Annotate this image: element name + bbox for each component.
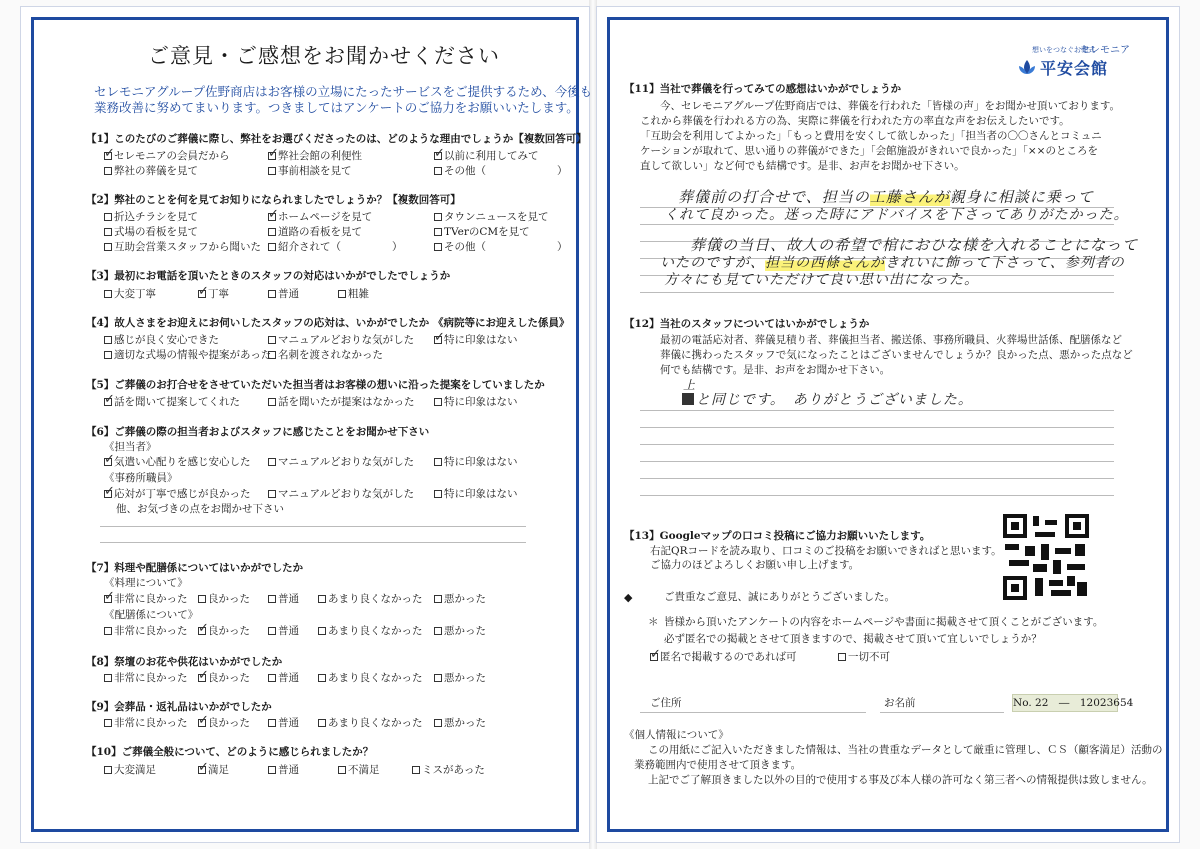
survey-title: ご意見・ご感想をお聞かせください — [148, 44, 500, 68]
q5-heading: 【5】ご葬儀のお打合せをさせていただいた担当者はお客様の想いに沿った提案をしていましたか — [86, 379, 545, 391]
q2-option-homepage[interactable]: ✓ ホームページを見て — [268, 207, 373, 223]
brand-name: セレモニア — [1080, 45, 1130, 56]
q12-write-line[interactable] — [640, 478, 1114, 479]
q11-desc-line: これから葬儀を行われる方の為、実際に葬儀を行われた方の率直な声をお伝えしたいです。 — [640, 115, 1070, 127]
address-field[interactable] — [640, 712, 866, 713]
q6-staff-option-manual[interactable]: マニュアルどおりな気がした — [268, 456, 414, 469]
q7-servers-option-good[interactable]: ✓ 良かった — [198, 621, 250, 637]
q1-heading: 【1】このたびのご葬儀に際し、弊社をお選びくださったのは、どのような理由でしょうか【複数回答可】 — [86, 133, 587, 145]
q13-desc-line: ご協力のほどよろしくお願い申し上げます。 — [650, 559, 860, 571]
q12-desc-line: 葬儀に携わったスタッフで気になったことはございませんでしょうか？良かった点、悪かった点など — [660, 349, 1133, 361]
q12-write-line[interactable] — [640, 495, 1114, 496]
publish-question: 必ず匿名での掲載とさせて頂きますので、掲載させて頂いて宜しいでしょうか？ — [664, 633, 1042, 645]
q11-handwritten-line-3: 葬儀の当日、故人の希望で棺におひな様を入れることになって — [690, 236, 1139, 254]
check-mark-icon: ✓ — [198, 760, 209, 775]
q11-handwritten-line-5: 方々にも見ていただけて良い思い出になった。 — [664, 272, 979, 288]
check-mark-icon: ✓ — [434, 330, 445, 345]
name-label: お名前 — [884, 697, 916, 709]
q11-desc-line: 直して欲しい」など何でも結構です。是非、お声をお聞かせ下さい。 — [640, 160, 965, 172]
q7-servers-option-bad[interactable]: 悪かった — [434, 625, 486, 638]
q11-desc-line: ケーションが取れて、思い通りの葬儀ができた」「会館施設がきれいで良かった」「××のところを — [640, 145, 1098, 157]
q5-option-listened-proposed[interactable]: ✓ 話を聞いて提案してくれた — [104, 392, 240, 408]
q3-option-normal[interactable]: 普通 — [268, 288, 299, 301]
check-mark-icon: ✓ — [104, 392, 115, 407]
q10-heading: 【10】ご葬儀全般について、どのように感じられましたか？ — [86, 746, 374, 758]
q3-option-polite[interactable]: ✓ 丁寧 — [198, 284, 229, 300]
q7-food-option-not-good[interactable]: あまり良くなかった — [318, 593, 423, 606]
q10-option-normal[interactable]: 普通 — [268, 764, 299, 777]
q7-food-option-very-good[interactable]: ✓ 非常に良かった — [104, 589, 188, 605]
q2-option-tver-cm[interactable]: TVerのCMを見て — [434, 226, 530, 239]
q9-option-not-good[interactable]: あまり良くなかった — [318, 717, 423, 730]
check-mark-icon: ✓ — [104, 589, 115, 604]
check-mark-icon: ✓ — [198, 284, 209, 299]
q6-staff-option-no-impression[interactable]: 特に印象はない — [434, 456, 518, 469]
q7-food-option-good[interactable]: 良かった — [198, 593, 250, 606]
check-mark-icon: ✓ — [650, 647, 661, 662]
q6-sub-office: 《事務所職員》 — [104, 472, 178, 484]
q6-heading: 【6】ご葬儀の際の担当者およびスタッフに感じたことをお聞かせ下さい — [86, 426, 430, 438]
q11-write-line[interactable] — [640, 292, 1114, 293]
q1-option-other[interactable]: その他（ — [434, 165, 486, 178]
check-mark-icon: ✓ — [104, 452, 115, 467]
q5-option-no-impression[interactable]: 特に印象はない — [434, 396, 518, 409]
q8-option-bad[interactable]: 悪かった — [434, 672, 486, 685]
check-mark-icon: ✓ — [198, 668, 209, 683]
q12-handwritten-answer: と同じです。 ありがとうございました。 — [682, 391, 973, 409]
q2-referral-close: ） — [392, 241, 403, 253]
q12-write-line[interactable] — [640, 410, 1114, 411]
check-mark-icon: ✓ — [104, 146, 115, 161]
intro-line-1: セレモニアグループ佐野商店はお客様の立場にたったサービスをご提供するため、今後も — [94, 84, 593, 99]
check-mark-icon: ✓ — [434, 146, 445, 161]
thanks-message: ご貴重なご意見、誠にありがとうございました。 — [664, 591, 895, 603]
check-mark-icon: ✓ — [198, 713, 209, 728]
q11-write-line[interactable] — [640, 224, 1114, 225]
q11-handwritten-line-2: くれて良かった。迷った時にアドバイスを下さってありがたかった。 — [664, 207, 1129, 223]
q1-option-saw-funeral[interactable]: 弊社の葬儀を見て — [104, 165, 198, 178]
q1-option-convenience[interactable]: ✓ 弊社会館の利便性 — [268, 146, 362, 162]
asterisk: ＊ — [648, 616, 659, 628]
q11-heading: 【11】当社で葬儀を行ってみての感想はいかがでしょうか — [624, 83, 902, 95]
publish-notice: 皆様から頂いたアンケートの内容をホームページや書面に掲載させて頂くことがございます。 — [664, 616, 1104, 628]
q10-option-mistake[interactable]: ミスがあった — [412, 764, 485, 777]
q12-desc-line: 最初の電話応対者、葬儀見積り者、葬儀担当者、搬送係、事務所職員、火葬場世話係、配膳係など — [660, 334, 1122, 346]
q12-write-line[interactable] — [640, 427, 1114, 428]
q8-option-not-good[interactable]: あまり良くなかった — [318, 672, 423, 685]
q9-option-normal[interactable]: 普通 — [268, 717, 299, 730]
q1-option-consultation[interactable]: 事前相談を見て — [268, 165, 352, 178]
q4-option-reassuring[interactable]: 感じが良く安心できた — [104, 334, 219, 347]
q3-option-rough[interactable]: 粗雑 — [338, 288, 369, 301]
q2-option-road-sign[interactable]: 道路の看板を見て — [268, 226, 362, 239]
q7-heading: 【7】料理や配膳係についてはいかがでしたか — [86, 562, 304, 574]
number-label: No. — [1013, 697, 1032, 709]
q7-sub-food: 《料理について》 — [104, 577, 188, 589]
q11-handwritten-line-1: 葬儀前の打合せで、担当の工藤さんが親身に相談に乗って — [678, 188, 1094, 206]
privacy-line: 業務範囲内で使用させて頂きます。 — [634, 759, 802, 771]
privacy-title: 《個人情報について》 — [624, 729, 729, 741]
q7-servers-option-very-good[interactable]: 非常に良かった — [104, 625, 188, 638]
q13-desc-line: 右記QRコードを読み取り、口コミのご投稿をお願いできればと思います。 — [650, 545, 1002, 557]
q11-desc-line: 今、セレモニアグループ佐野商店では、葬儀を行われた「皆様の声」をお聞かせ頂いております。 — [660, 100, 1121, 112]
q2-other-close: ） — [557, 241, 568, 253]
q12-heading: 【12】当社のスタッフについてはいかがでしょうか — [624, 318, 870, 330]
privacy-line: この用紙にご記入いただきました情報は、当社の貴重なデータとして厳重に管理し、ＣＳ（顧客満足）活動の — [648, 744, 1163, 756]
check-mark-icon: ✓ — [104, 484, 115, 499]
q3-heading: 【3】最初にお電話を頂いたときのスタッフの対応はいかがでしたでしょうか — [86, 270, 451, 282]
q4-option-manual[interactable]: マニュアルどおりな気がした — [268, 334, 414, 347]
q11-handwritten-line-4: いたのですが、担当の西條さんがきれいに飾って下さって、参列者の — [660, 255, 1125, 271]
q8-option-good[interactable]: ✓ 良かった — [198, 668, 250, 684]
q4-option-no-impression[interactable]: ✓ 特に印象はない — [434, 330, 518, 346]
name-field[interactable] — [880, 712, 1004, 713]
q6-office-option-polite[interactable]: ✓ 応対が丁寧で感じが良かった — [104, 484, 251, 500]
q11-desc-line: 「互助会を利用してよかった」「もっと費用を安くして欲しかった」「担当者の〇〇さんとコミュニ — [640, 130, 1102, 142]
q9-option-bad[interactable]: 悪かった — [434, 717, 486, 730]
q6-office-option-no-impression[interactable]: 特に印象はない — [434, 488, 518, 501]
publish-option-anonymous[interactable]: ✓ 匿名で掲載するのであれば可 — [650, 647, 797, 663]
q2-option-venue-sign[interactable]: 式場の看板を見て — [104, 226, 198, 239]
address-label: ご住所 — [650, 697, 682, 709]
survey-number: 22 ― 12023654 — [1035, 697, 1134, 709]
q4-option-no-card[interactable]: 名刺を渡されなかった — [268, 349, 383, 362]
q7-food-option-normal[interactable]: 普通 — [268, 593, 299, 606]
intro-line-2: 業務改善に努めてまいります。つきましてはアンケートのご協力をお願いいたします。 — [94, 100, 579, 115]
q8-option-very-good[interactable]: 非常に良かった — [104, 672, 188, 685]
publish-option-decline[interactable]: 一切不可 — [838, 651, 890, 664]
q2-option-town-news[interactable]: タウンニュースを見て — [434, 211, 548, 224]
q6-write-line[interactable] — [100, 526, 526, 527]
q12-handwritten-mark: 上 — [683, 378, 697, 392]
q1-option-used-before[interactable]: ✓ 以前に利用してみて — [434, 146, 539, 162]
q2-option-referral[interactable]: 紹介されて（ — [268, 241, 341, 254]
q10-option-unsatisfied[interactable]: 不満足 — [338, 764, 380, 777]
q7-servers-option-normal[interactable]: 普通 — [268, 625, 299, 638]
privacy-line: 上記でご了解頂きました以外の目的で使用する事及び本人様の許可なく第三者への情報提供は致しません。 — [648, 774, 1153, 786]
q9-option-good[interactable]: ✓ 良かった — [198, 713, 250, 729]
q13-heading: 【13】Googleマップの口コミ投稿にご協力お願いいたします。 — [624, 530, 931, 542]
check-mark-icon: ✓ — [268, 146, 279, 161]
q6-other-prompt: 他、お気づきの点をお聞かせ下さい — [116, 503, 284, 515]
q12-desc-line: 何でも結構です。是非、お声をお聞かせ下さい。 — [660, 364, 891, 376]
q7-sub-servers: 《配膳係について》 — [104, 609, 199, 621]
q2-option-flyer[interactable]: 折込チラシを見て — [104, 211, 198, 224]
brand-tagline: 想いをつなぐお葬式 — [1032, 46, 1095, 54]
q8-option-normal[interactable]: 普通 — [268, 672, 299, 685]
hall-name: 平安会館 — [1040, 59, 1109, 78]
q6-write-line[interactable] — [100, 542, 526, 543]
q10-option-very-satisfied[interactable]: 大変満足 — [104, 764, 156, 777]
qr-code[interactable] — [1003, 514, 1089, 600]
lotus-logo-icon — [1016, 58, 1038, 76]
q2-option-other[interactable]: その他（ — [434, 241, 486, 254]
check-mark-icon: ✓ — [198, 621, 209, 636]
survey-number-box — [1012, 694, 1134, 712]
diamond-icon: ◆ — [624, 591, 633, 604]
q7-food-option-bad[interactable]: 悪かった — [434, 593, 486, 606]
q12-write-line[interactable] — [640, 461, 1114, 462]
q1-other-close: ） — [557, 165, 568, 177]
q8-heading: 【8】祭壇のお花や供花はいかがでしたか — [86, 656, 283, 668]
q6-staff-option-caring[interactable]: ✓ 気遣い心配りを感じ安心した — [104, 452, 251, 468]
q9-option-very-good[interactable]: 非常に良かった — [104, 717, 188, 730]
check-mark-icon: ✓ — [268, 207, 279, 222]
q10-option-satisfied[interactable]: ✓ 満足 — [198, 760, 229, 776]
q2-heading: 【2】弊社のことを何を見てお知りになられましたでしょうか？【複数回答可】 — [86, 194, 461, 206]
q3-option-very-polite[interactable]: 大変丁寧 — [104, 288, 156, 301]
q7-servers-option-not-good[interactable]: あまり良くなかった — [318, 625, 423, 638]
q2-option-mutual-aid-staff[interactable]: 互助会営業スタッフから聞いた — [104, 241, 261, 254]
q12-write-line[interactable] — [640, 444, 1114, 445]
q5-option-no-proposal[interactable]: 話を聞いたが提案はなかった — [268, 396, 415, 409]
q1-option-member[interactable]: ✓ セレモニアの会員だから — [104, 146, 230, 162]
q9-heading: 【9】会葬品・返礼品はいかがでしたか — [86, 701, 272, 713]
q6-office-option-manual[interactable]: マニュアルどおりな気がした — [268, 488, 414, 501]
q6-sub-staff: 《担当者》 — [104, 441, 157, 453]
q4-option-venue-info[interactable]: 適切な式場の情報や提案があった — [104, 349, 271, 362]
q4-heading: 【4】故人さまをお迎えにお伺いしたスタッフの応対は、いかがでしたか 《病院等にお迎えした係員》 — [86, 317, 570, 329]
